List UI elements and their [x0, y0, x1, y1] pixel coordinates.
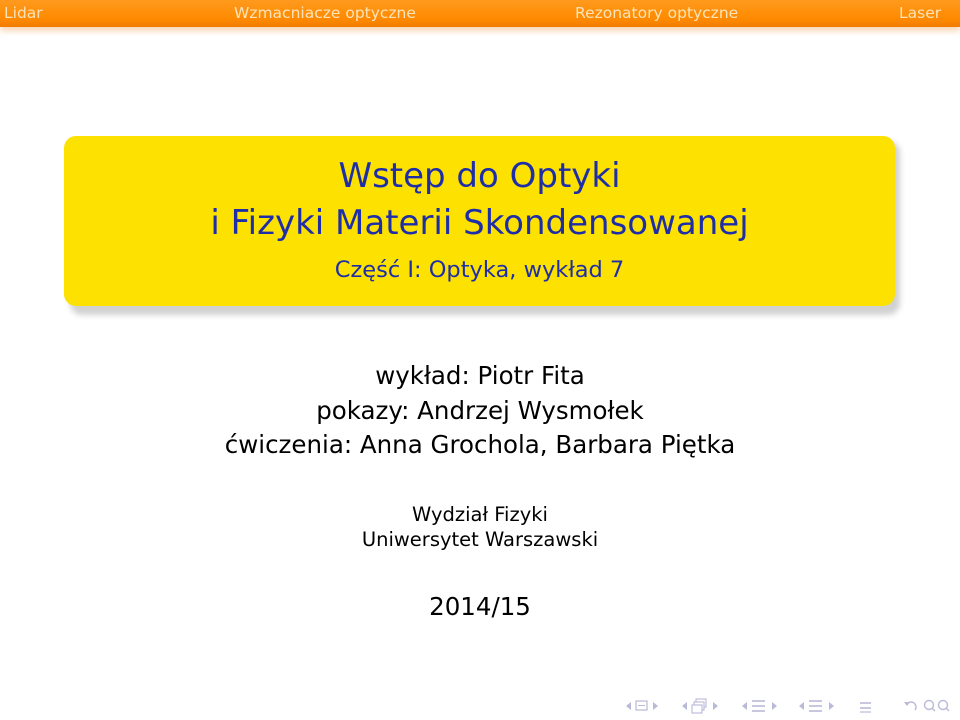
prev-arrow-icon[interactable] — [624, 695, 632, 717]
prev-arrow-icon[interactable] — [797, 695, 805, 717]
frame-icon[interactable] — [635, 695, 649, 717]
author-lecture: wykład: Piotr Fita — [375, 361, 585, 390]
prev-arrow-icon[interactable] — [680, 695, 688, 717]
prev-arrow-icon[interactable] — [740, 695, 748, 717]
author-demonstrations: pokazy: Andrzej Wysmołek — [316, 396, 644, 425]
align-icon[interactable] — [859, 695, 873, 717]
subtitle: Część I: Optyka, wykład 7 — [334, 257, 625, 283]
undo-icon[interactable] — [902, 695, 920, 717]
nav-item-wzmacniacze-optyczne[interactable]: Wzmacniacze optyczne — [234, 4, 416, 22]
author-exercises: ćwiczenia: Anna Grochola, Barbara Piętka — [224, 430, 736, 459]
nav-item-laser[interactable]: Laser — [899, 4, 942, 22]
section-icon[interactable] — [751, 695, 767, 717]
beamer-navigation-controls — [622, 695, 956, 717]
nav-item-rezonatory-optyczne[interactable]: Rezonatory optyczne — [575, 4, 739, 22]
title-box — [64, 136, 895, 306]
title-line-1: Wstęp do Optyki — [338, 156, 621, 196]
next-arrow-icon[interactable] — [828, 695, 836, 717]
search-icon[interactable] — [922, 695, 952, 717]
nav-item-lidar[interactable]: Lidar — [4, 4, 43, 22]
title-line-2: i Fizyki Materii Skondensowanej — [210, 203, 749, 243]
next-arrow-icon[interactable] — [712, 695, 720, 717]
date: 2014/15 — [429, 592, 531, 621]
institute-university: Uniwersytet Warszawski — [361, 528, 599, 551]
header-navigation-bar — [0, 0, 960, 27]
subsection-icon[interactable] — [808, 695, 824, 717]
next-arrow-icon[interactable] — [652, 695, 660, 717]
institute-faculty: Wydział Fizyki — [412, 503, 548, 526]
subsection-icon[interactable] — [691, 695, 709, 717]
next-arrow-icon[interactable] — [771, 695, 779, 717]
